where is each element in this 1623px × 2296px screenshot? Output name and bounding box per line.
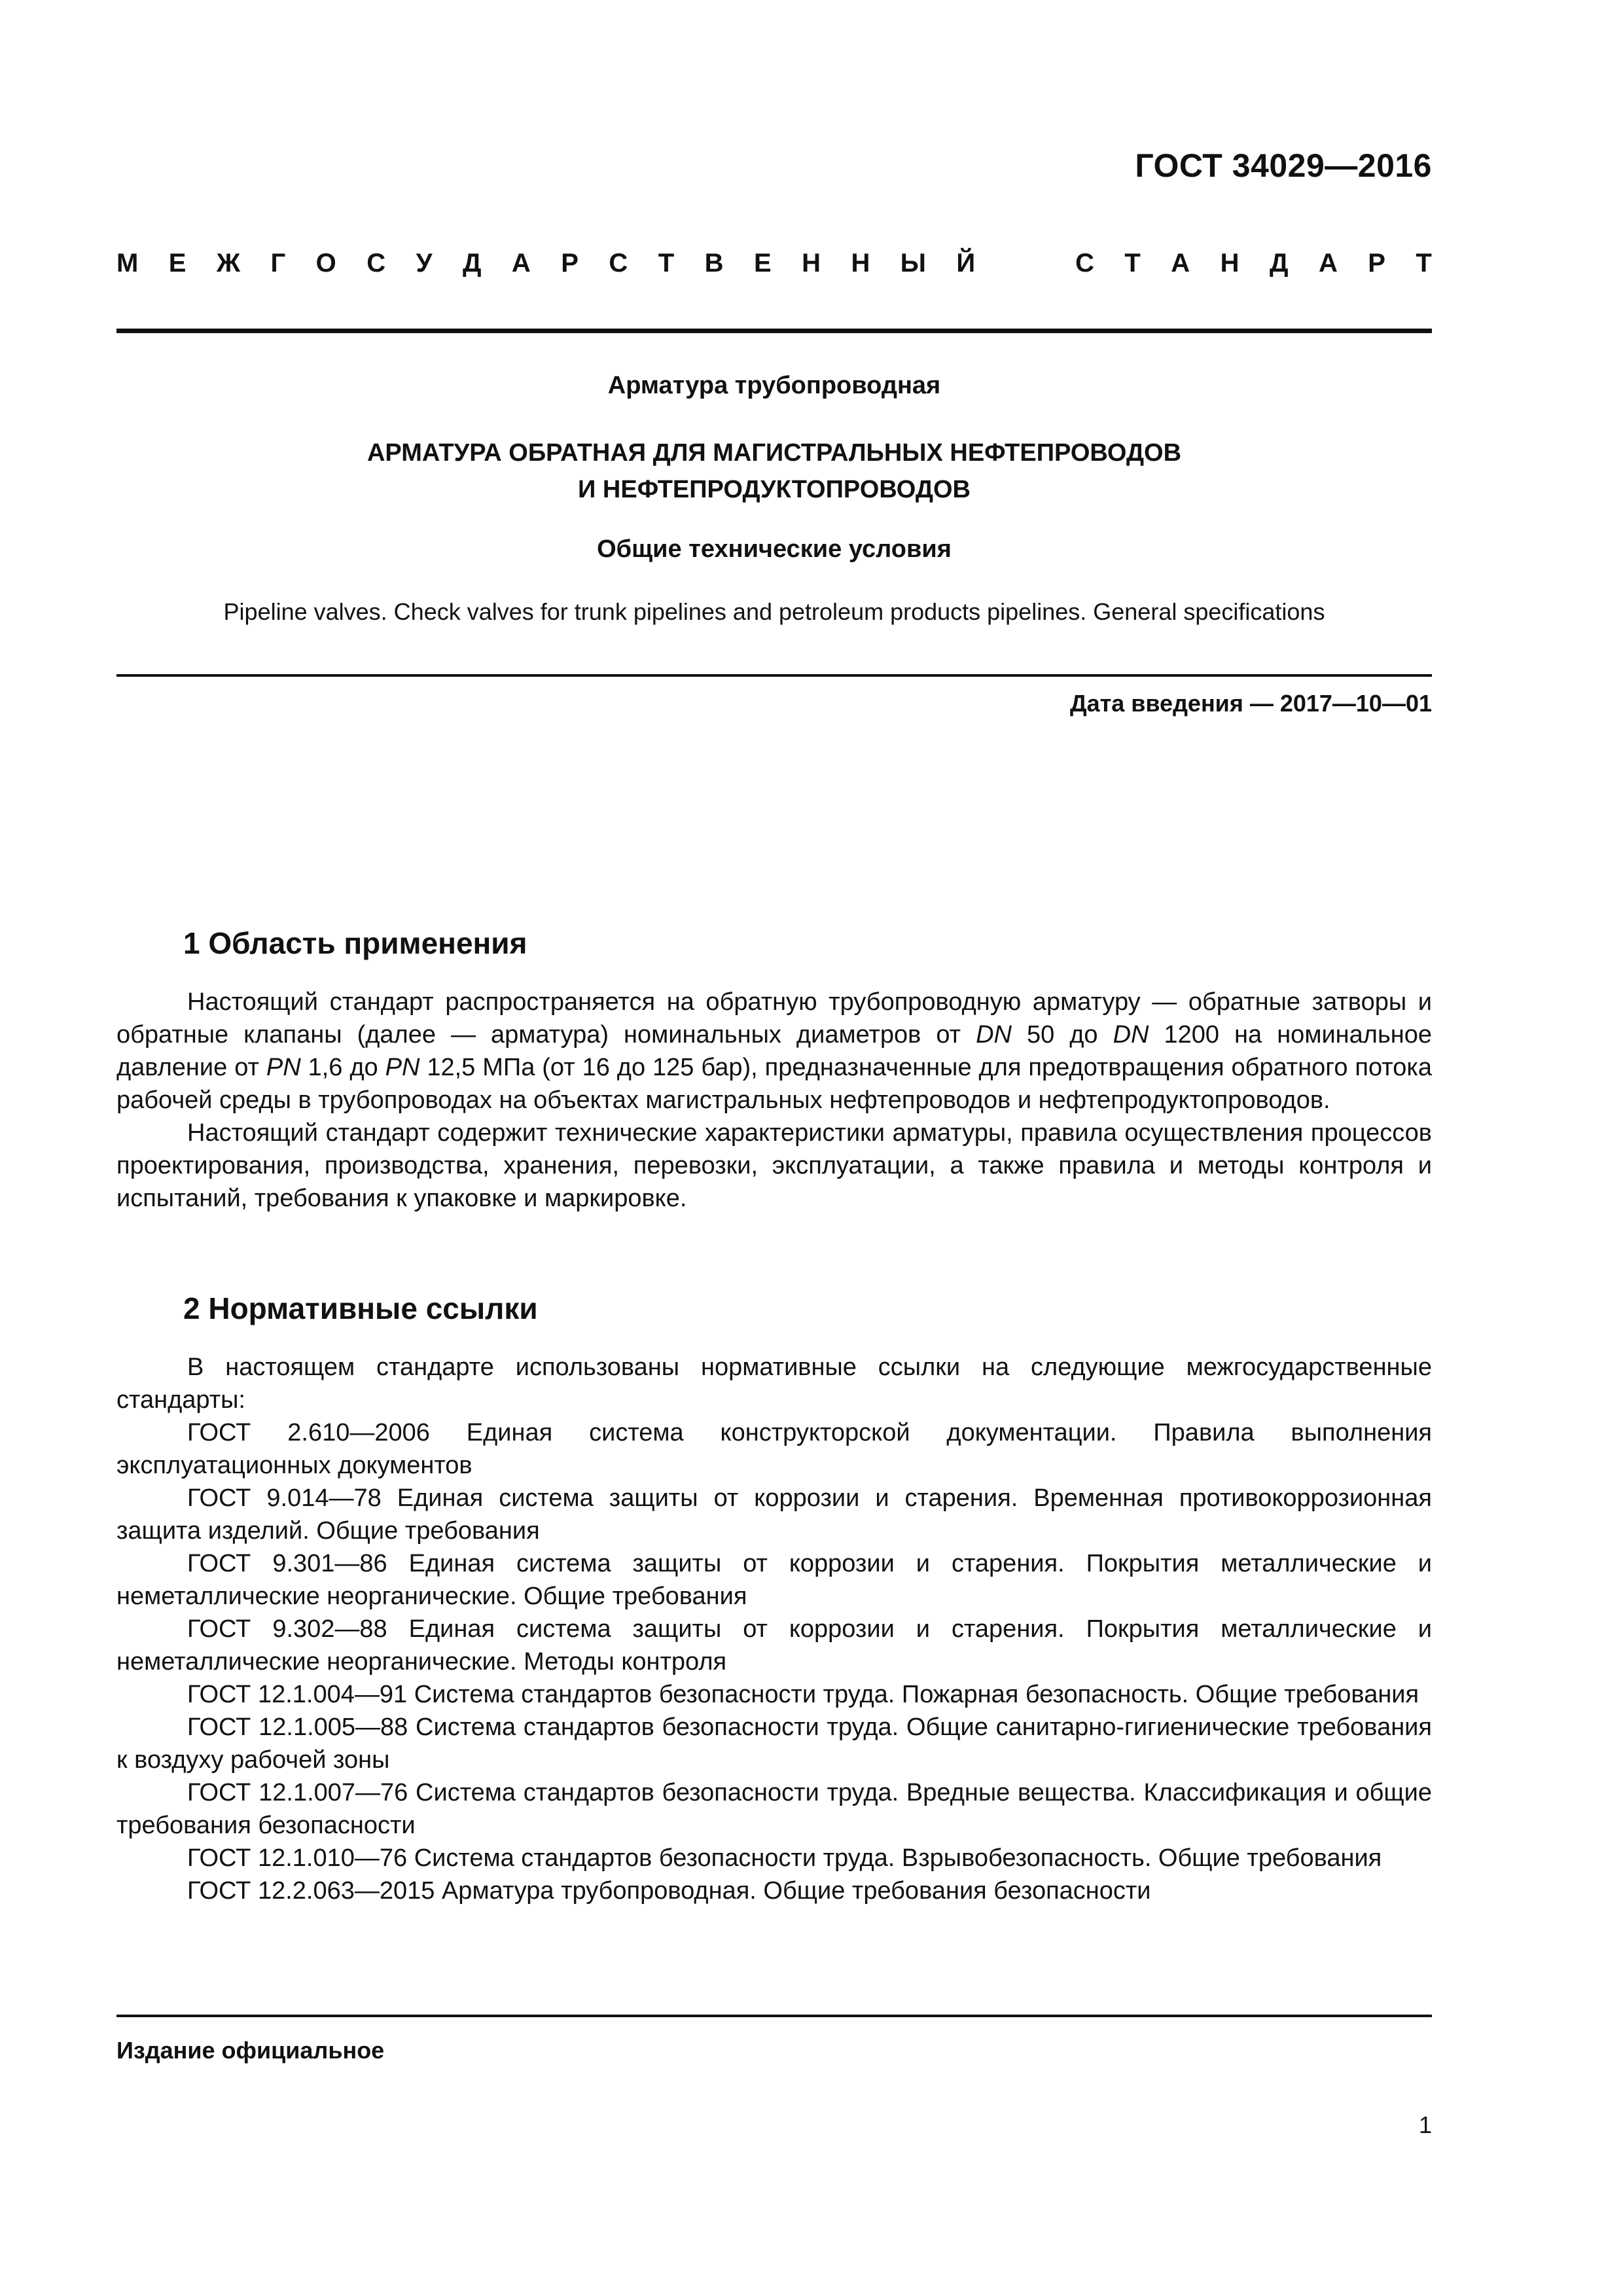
banner-letter: Т (1124, 249, 1141, 278)
banner-letter: Т (1416, 249, 1432, 278)
standard-number: ГОСТ 34029—2016 (1135, 147, 1432, 184)
banner-letter: У (416, 249, 433, 278)
banner-letter: М (116, 249, 139, 278)
document-page (116, 0, 1432, 2296)
text-run: Настоящий стандарт распространяется на обратную трубопроводную арматуру — обратные затворы и обратные клапаны (далее — арматура) номинальных диаметров от (116, 988, 1432, 1049)
reference-item: ГОСТ 12.1.004—91 Система стандартов безопасности труда. Пожарная безопасность. Общие требования (187, 1681, 1419, 1708)
text-run: 50 до (1011, 1021, 1113, 1049)
banner-letter: Р (561, 249, 579, 278)
section-heading-scope: 1 Область применения (183, 926, 527, 960)
page-number: 1 (1418, 2111, 1432, 2138)
edition-label: Издание официальное (116, 2037, 385, 2064)
banner-letter: Н (1220, 249, 1240, 278)
banner-letter: А (511, 249, 531, 278)
paragraph: В настоящем стандарте использованы нормативные ссылки на следующие межгосударственные стандарты: (116, 1354, 1432, 1414)
paragraph (116, 986, 1432, 1117)
reference-item: ГОСТ 9.302—88 Единая система защиты от коррозии и старения. Покрытия металлические и неметаллические неорганические. Методы контроля (116, 1615, 1432, 1676)
banner-letter: Е (168, 249, 187, 278)
banner-letter: Г (270, 249, 286, 278)
section-heading-references: 2 Нормативные ссылки (183, 1291, 538, 1325)
footer-divider (116, 2015, 1432, 2017)
italic-term: PN (266, 1054, 301, 1081)
reference-item: ГОСТ 12.1.007—76 Система стандартов безопасности труда. Вредные вещества. Классификация и общие требования безопасности (116, 1779, 1432, 1839)
text-run: 1,6 до (300, 1054, 385, 1081)
banner-letter: А (1318, 249, 1338, 278)
interstate-standard-banner (116, 249, 1432, 278)
banner-letter: Е (753, 249, 772, 278)
banner-letter: Т (658, 249, 675, 278)
banner-word-gap (1006, 249, 1045, 278)
reference-item: ГОСТ 12.2.063—2015 Арматура трубопроводная. Общие требования безопасности (187, 1877, 1151, 1905)
reference-item: ГОСТ 9.014—78 Единая система защиты от коррозии и старения. Временная противокоррозионная защита изделий. Общие требования (116, 1484, 1432, 1545)
banner-letter: Д (462, 249, 482, 278)
italic-term: DN (1113, 1021, 1149, 1049)
title-main-line2: И НЕФТЕПРОДУКТОПРОВОДОВ (578, 476, 971, 503)
section-body-references (116, 1351, 1432, 1907)
banner-letter: Ы (900, 249, 926, 278)
reference-item: ГОСТ 9.301—86 Единая система защиты от коррозии и старения. Покрытия металлические и неметаллические неорганические. Общие требования (116, 1550, 1432, 1610)
banner-letter: С (366, 249, 386, 278)
banner-letter: Ж (216, 249, 241, 278)
banner-letter: С (609, 249, 628, 278)
title-divider (116, 674, 1432, 677)
reference-item: ГОСТ 2.610—2006 Единая система конструкторской документации. Правила выполнения эксплуатационных документов (116, 1419, 1432, 1479)
banner-letter: Н (802, 249, 821, 278)
introduction-date: Дата введения — 2017—10—01 (1069, 690, 1432, 717)
section-body-scope (116, 986, 1432, 1215)
header-divider (116, 329, 1432, 333)
title-main-line1: АРМАТУРА ОБРАТНАЯ ДЛЯ МАГИСТРАЛЬНЫХ НЕФТЕПРОВОДОВ (366, 439, 1182, 467)
banner-letter: В (704, 249, 724, 278)
title-category: Арматура трубопроводная (607, 372, 941, 399)
banner-letter: С (1075, 249, 1094, 278)
title-main (116, 435, 1432, 508)
banner-letter: О (315, 249, 336, 278)
banner-letter: А (1171, 249, 1190, 278)
title-english: Pipeline valves. Check valves for trunk pipelines and petroleum products pipelines. General specifications (223, 598, 1325, 625)
banner-letter: Р (1368, 249, 1385, 278)
title-subtitle: Общие технические условия (597, 535, 952, 563)
reference-item: ГОСТ 12.1.005—88 Система стандартов безопасности труда. Общие санитарно-гигиенические требования к воздуху рабочей зоны (116, 1713, 1432, 1774)
text-run: 12,5 МПа (от 16 до 125 бар), предназначенные для предотвращения обратного потока рабочей среды в трубопроводах на объектах магистральных нефтепроводов и нефтепродуктопроводов. (116, 1054, 1432, 1114)
paragraph: Настоящий стандарт содержит технические характеристики арматуры, правила осуществления процессов проектирования, производства, хранения, перевозки, эксплуатации, а также правила и методы контроля и испытаний, требования к упаковке и маркировке. (116, 1119, 1432, 1212)
italic-term: PN (385, 1054, 420, 1081)
banner-letter: Й (956, 249, 976, 278)
reference-item: ГОСТ 12.1.010—76 Система стандартов безопасности труда. Взрывобезопасность. Общие требования (187, 1844, 1382, 1872)
banner-letter: Н (851, 249, 870, 278)
text-run: 1200 на номинальное давление от (116, 1021, 1433, 1081)
banner-letter: Д (1269, 249, 1289, 278)
italic-term: DN (976, 1021, 1012, 1049)
